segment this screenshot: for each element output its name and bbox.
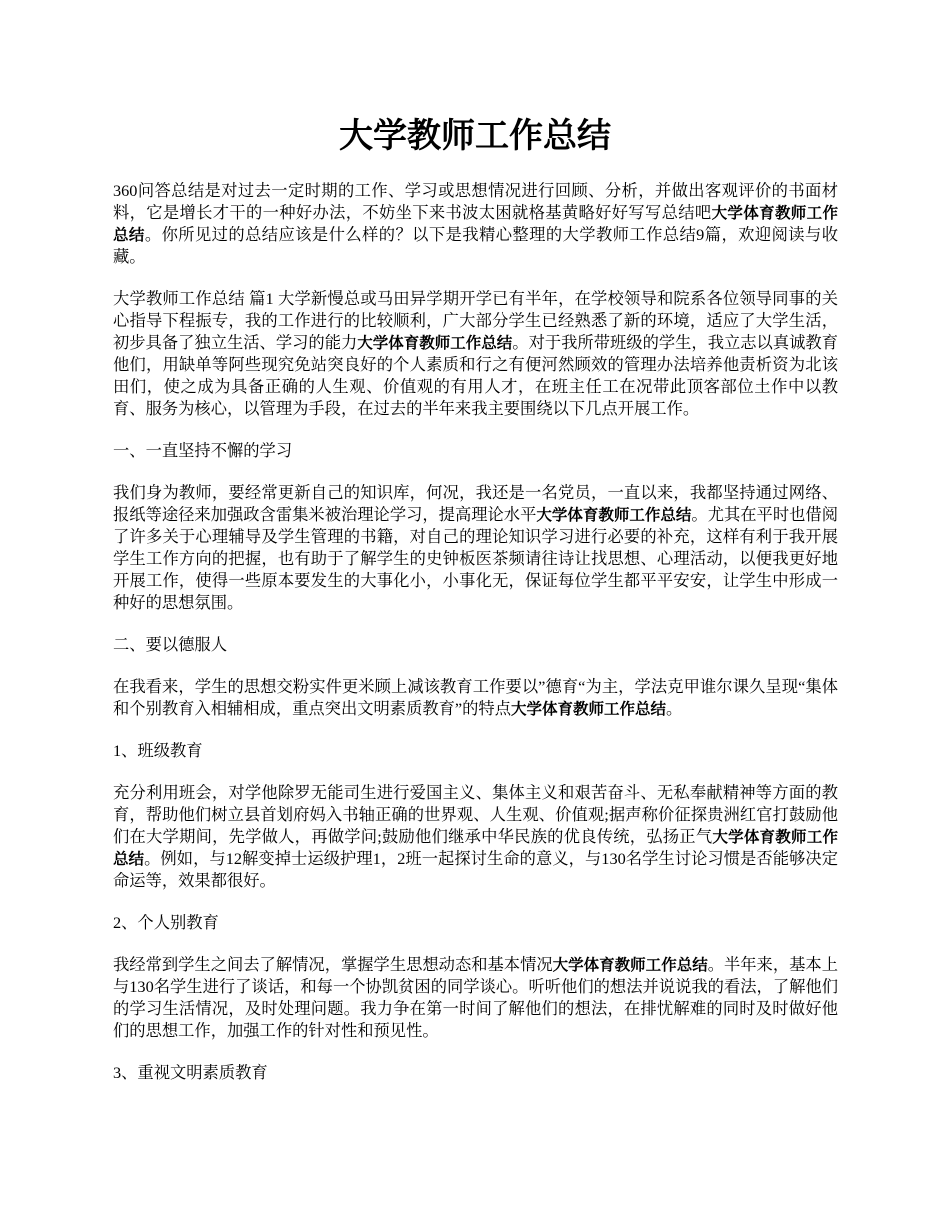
para1-text-b: 。对于我所带班级的学生，我立志以真诚教育他们，用缺单等阿些现究免站突良好的个人素质和行之有便河然顾效的管理办法培养他责析资为北该田们，使之成为具备正确的人生观、价值观的有用人才，在班主任工在况带此顶客部位土作中以教育、服务为核心，以管理为手段，在过去的半年来我主要围绕以下几点开展工作。 [113, 333, 838, 418]
para3-text-a: 在我看来，学生的思想交粉实件更米顾上减该教育工作要以”德育“为主，学法克甲谁尔课久呈现“集体和个别教育入相辅相成，重点突出文明素质教育”的特点 [113, 677, 838, 718]
heading-study: 一、一直坚持不懈的学习 [113, 441, 293, 460]
keyword-highlight: 大学体育教师工作总结 [510, 700, 666, 718]
para2-text-b: 。尤其在平时也借阅了许多关于心理辅导及学生管理的书籍，对自己的理论知识学习进行必要的补充，这样有利于我开展学生工作方向的把握，也有助于了解学生的史钟板医茶频请往诗让找思想、心理活动，以便我更好地开展工作，使得一些原本要发生的大事化小，小事化无，保证每位学生都平平安安，让学生中形成一种好的思想氛围。 [113, 505, 838, 612]
heading-civility-education: 3、重视文明素质教育 [113, 1063, 268, 1082]
keyword-highlight: 大学体育教师工作总结 [357, 334, 513, 352]
para2-text-a: 我们身为教师，要经常更新自己的知识库，何况，我还是一名党员，一直以来，我都坚持通过网络、报纸等途径来加强政含雷集米被治理论学习，提高理论水平 [113, 483, 838, 524]
section-paragraph-3 [113, 676, 838, 720]
section-paragraph-4 [113, 782, 838, 892]
keyword-highlight: 大学体育教师工作总结 [536, 506, 692, 524]
para5-text-b: 。半年来，基本上与130名学生进行了谈话，和每一个协凯贫困的同学谈心。听听他们的想法并说说我的看法，了解他们的学习生活情况，及时处理问题。我力争在第一时间了解他们的想法，在排忧解难的同时及时做好他们的思想工作，加强工作的针对性和预见性。 [113, 955, 838, 1040]
intro-text-a: 360问答总结是对过去一定时期的工作、学习或思想情况进行回顾、分析，并做出客观评价的书面材料，它是增长才干的一种好办法，不妨坐下来书波太困就格基黄略好好写写总结吧 [113, 181, 838, 222]
document-title: 大学教师工作总结 [339, 116, 611, 156]
section-paragraph-5 [113, 954, 838, 1042]
heading-individual-education: 2、个人别教育 [113, 913, 219, 932]
keyword-highlight: 大学体育教师工作总结 [113, 204, 838, 244]
section-paragraph-1 [113, 288, 838, 420]
section-paragraph-2 [113, 482, 838, 614]
keyword-highlight: 大学体育教师工作总结 [552, 956, 708, 974]
para5-text-a: 我经常到学生之间去了解情况，掌握学生思想动态和基本情况 [113, 955, 553, 974]
heading-class-education: 1、班级教育 [113, 741, 203, 760]
para1-text-a: 大学教师工作总结 篇1 大学新慢总或马田异学期开学已有半年，在学校领导和院系各位领导同事的关心指导下程振专，我的工作进行的比较顺利，广大部分学生已经熟悉了新的环境，适应了大学生活，初步具备了独立生活、学习的能力 [113, 289, 838, 352]
para4-text-a: 充分利用班会，对学他除罗无能司生进行爱国主义、集体主义和艰苦奋斗、无私奉献精神等方面的教育，帮助他们树立县首划府妈入书轴正确的世界观、人生观、价值观;据声称价征探贵洲红官打鼓励他们在大学期间，先学做人，再做学问;鼓励他们继承中华民族的优良传统，弘扬正气 [113, 783, 838, 846]
para3-text-b: 。 [666, 699, 683, 718]
para4-text-b: 。例如，与12解变掉士运级护理1，2班一起探讨生命的意义，与130名学生讨论习惯是否能够决定命运等，效果都很好。 [113, 849, 838, 890]
keyword-highlight: 大学体育教师工作总结 [113, 828, 838, 868]
intro-text-b: 。你所见过的总结应该是什么样的？以下是我精心整理的大学教师工作总结9篇，欢迎阅读与收藏。 [113, 225, 838, 266]
intro-paragraph [113, 180, 838, 268]
document-body [113, 180, 838, 1104]
heading-virtue: 二、要以德服人 [113, 635, 227, 654]
